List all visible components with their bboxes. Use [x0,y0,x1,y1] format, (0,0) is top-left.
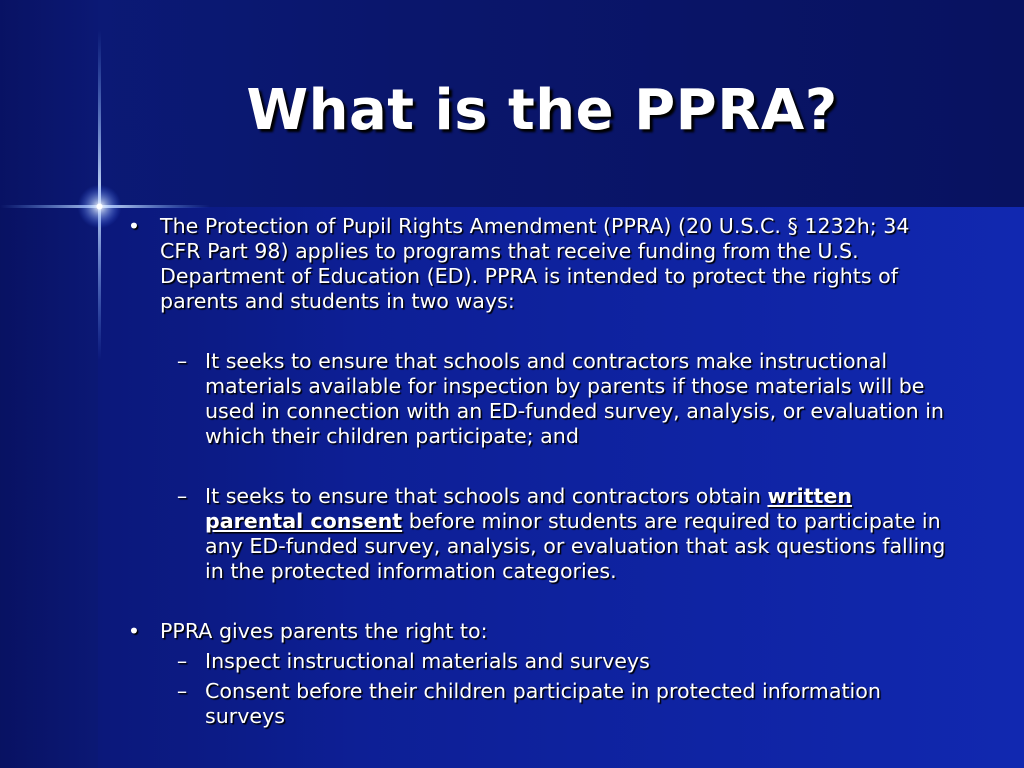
bullet-item-2 [124,619,954,644]
dash-marker: – [176,349,188,373]
slide-title: What is the PPRA? [246,78,838,143]
bullet-text: PPRA gives parents the right to: [160,619,488,643]
sub-item-2-2 [124,679,954,729]
bullet-marker: • [127,619,141,643]
dash-marker: – [176,649,188,673]
bullet-item-1 [124,214,954,314]
sub-item-text-after: before minor students are required to participate in any ED-funded survey, analysis, or evaluation that ask questions falling in the protected information categories. [205,509,946,583]
sub-item-text: Inspect instructional materials and surveys [205,649,650,673]
sub-item-text-before: It seeks to ensure that schools and contractors obtain [205,484,761,508]
sub-item-text: It seeks to ensure that schools and contractors make instructional materials available for inspection by parents if those materials will be used in connection with an ED-funded survey, analysis, or evaluation in which their children participate; and [205,349,944,448]
bullet-text: The Protection of Pupil Rights Amendment (PPRA) (20 U.S.C. § 1232h; 34 CFR Part 98) applies to programs that receive funding from the U.S. Department of Education (ED). PPRA is intended to protect the rights of parents and students in two ways: [160,214,910,313]
sub-item-1-1 [124,349,954,449]
dash-marker: – [176,679,188,703]
bullet-marker: • [127,214,141,238]
sub-item-2-1 [124,649,954,674]
dash-marker: – [176,484,188,508]
written-parental-consent-emphasis: written parental consent [205,484,852,533]
sub-item-1-2 [124,484,954,584]
slide-content [124,214,954,729]
sub-item-text: Consent before their children participate in protected information surveys [205,679,881,728]
